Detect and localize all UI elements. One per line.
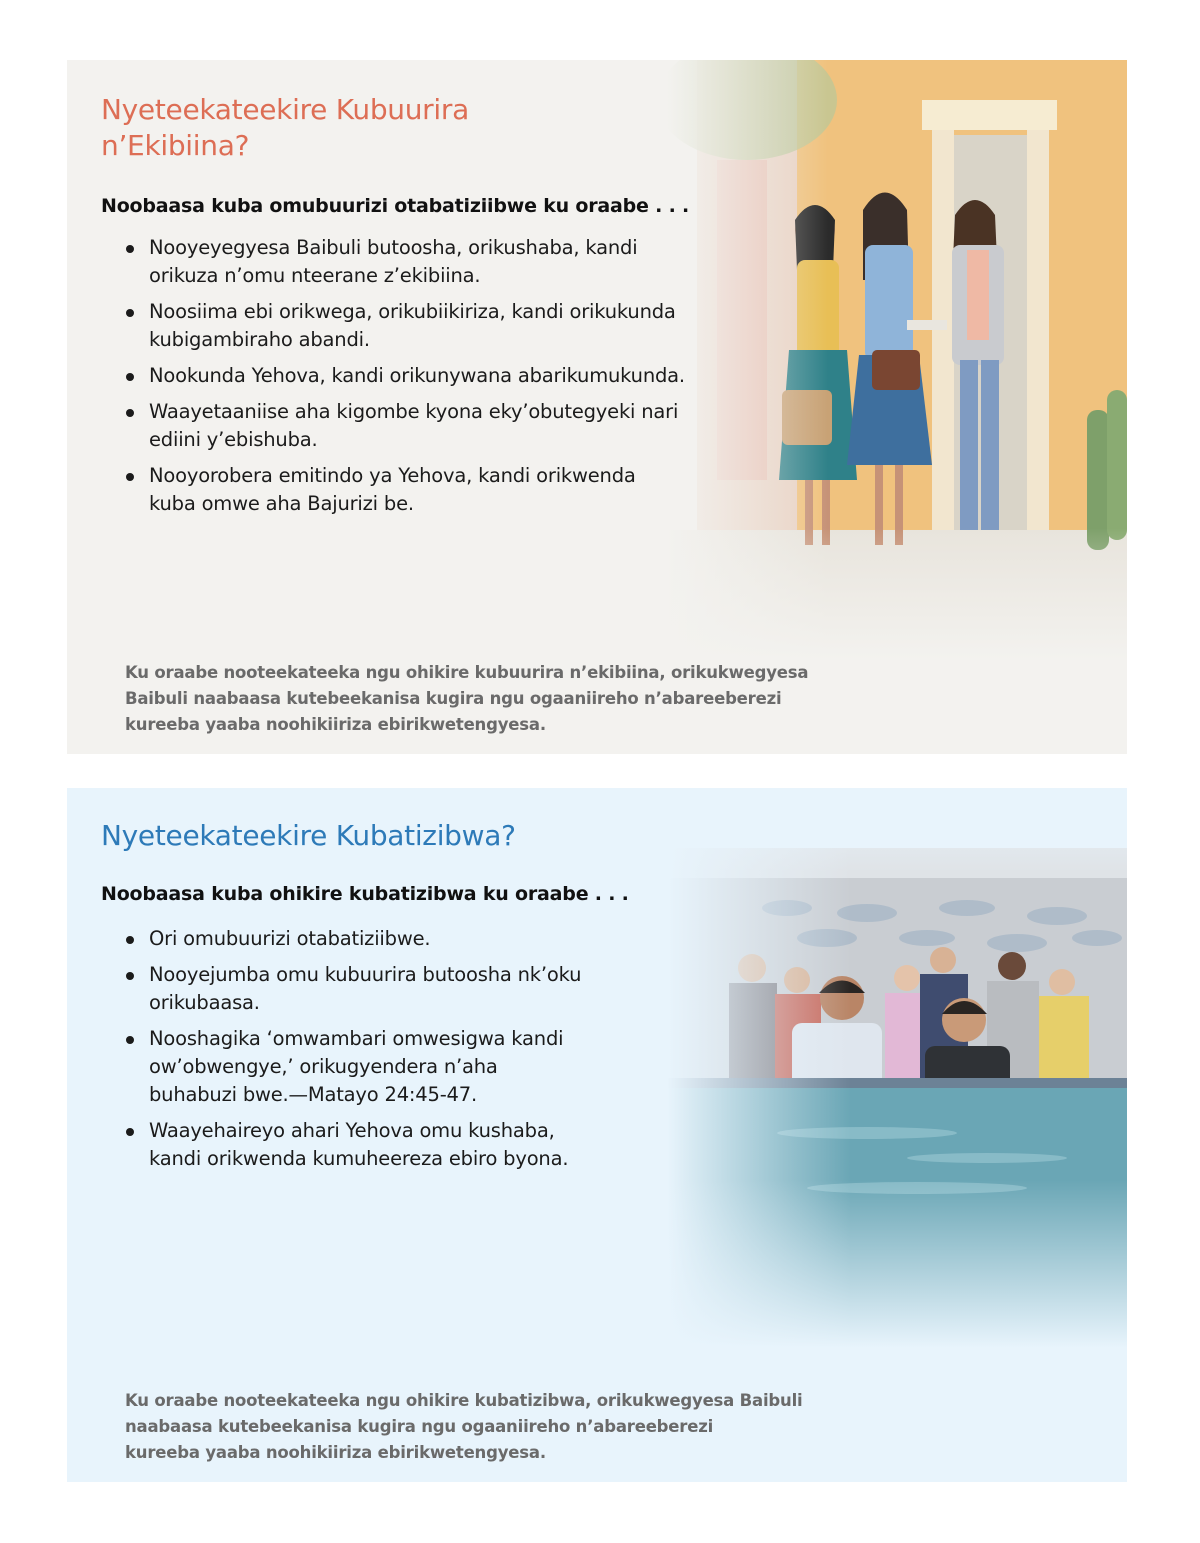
- note-line: naabaasa kutebeekanisa kugira ngu ogaaniireho n’abareeberezi: [125, 1417, 714, 1436]
- item-line: Nookunda Yehova, kandi orikunywana abarikumukunda.: [149, 364, 685, 387]
- footnote: [125, 1388, 845, 1466]
- list-item: [123, 398, 723, 454]
- item-line: Waayetaaniise aha kigombe kyona eky’obutegyeki nari: [149, 400, 679, 423]
- title-line: Nyeteekateekire Kubuurira: [101, 93, 469, 126]
- baptism-illustration: [667, 788, 1127, 1348]
- list-item: [123, 462, 723, 518]
- bullet-icon: [126, 473, 134, 481]
- item-line: ediini y’ebishuba.: [149, 428, 318, 451]
- bullet-icon: [126, 972, 134, 980]
- item-line: buhabuzi bwe.—Matayo 24:45-47.: [149, 1083, 477, 1106]
- lead-text: Noobaasa kuba ohikire kubatizibwa ku oraabe . . .: [101, 883, 629, 905]
- item-line: Ori omubuurizi otabatiziibwe.: [149, 927, 431, 950]
- bullet-icon: [126, 373, 134, 381]
- item-line: Nooshagika ‘omwambari omwesigwa kandi: [149, 1027, 564, 1050]
- item-line: orikubaasa.: [149, 991, 260, 1014]
- note-line: kureeba yaaba noohikiiriza ebirikwetengyesa.: [125, 1443, 546, 1462]
- list-item: [123, 362, 723, 390]
- publisher-readiness-panel: [67, 60, 1127, 754]
- item-line: orikuza n’omu nteerane z’ekibiina.: [149, 264, 481, 287]
- item-line: Waayehaireyo ahari Yehova omu kushaba,: [149, 1119, 555, 1142]
- note-line: Ku oraabe nooteekateeka ngu ohikire kubatizibwa, orikukwegyesa Baibuli: [125, 1391, 803, 1410]
- requirements-list: [123, 234, 723, 526]
- bullet-icon: [126, 1036, 134, 1044]
- door-to-door-ministry-illustration: [667, 60, 1127, 660]
- bullet-icon: [126, 309, 134, 317]
- title-line: n’Ekibiina?: [101, 129, 250, 162]
- list-item: [123, 961, 643, 1017]
- list-item: [123, 234, 723, 290]
- section-title: Nyeteekateekire Kubatizibwa?: [101, 819, 516, 852]
- note-line: Baibuli naabaasa kutebeekanisa kugira ngu ogaaniireho n’abareeberezi: [125, 689, 782, 708]
- note-line: kureeba yaaba noohikiiriza ebirikwetengyesa.: [125, 715, 546, 734]
- section-title: [101, 92, 621, 164]
- bullet-icon: [126, 409, 134, 417]
- list-item: [123, 1025, 643, 1109]
- item-line: Noosiima ebi orikwega, orikubiikiriza, kandi orikukunda: [149, 300, 676, 323]
- item-line: Nooyejumba omu kubuurira butoosha nk’oku: [149, 963, 582, 986]
- item-line: ow’obwengye,’ orikugyendera n’aha: [149, 1055, 498, 1078]
- baptism-readiness-panel: [67, 788, 1127, 1482]
- item-line: Nooyeyegyesa Baibuli butoosha, orikushaba, kandi: [149, 236, 638, 259]
- list-item: [123, 298, 723, 354]
- list-item: [123, 1117, 643, 1173]
- item-line: Nooyorobera emitindo ya Yehova, kandi orikwenda: [149, 464, 636, 487]
- footnote: [125, 660, 855, 738]
- lead-text: Noobaasa kuba omubuurizi otabatiziibwe ku oraabe . . .: [101, 195, 690, 217]
- list-item: [123, 925, 643, 953]
- bullet-icon: [126, 936, 134, 944]
- item-line: kuba omwe aha Bajurizi be.: [149, 492, 414, 515]
- bullet-icon: [126, 1128, 134, 1136]
- requirements-list: [123, 925, 643, 1181]
- bullet-icon: [126, 245, 134, 253]
- note-line: Ku oraabe nooteekateeka ngu ohikire kubuurira n’ekibiina, orikukwegyesa: [125, 663, 809, 682]
- item-line: kandi orikwenda kumuheereza ebiro byona.: [149, 1147, 569, 1170]
- item-line: kubigambiraho abandi.: [149, 328, 370, 351]
